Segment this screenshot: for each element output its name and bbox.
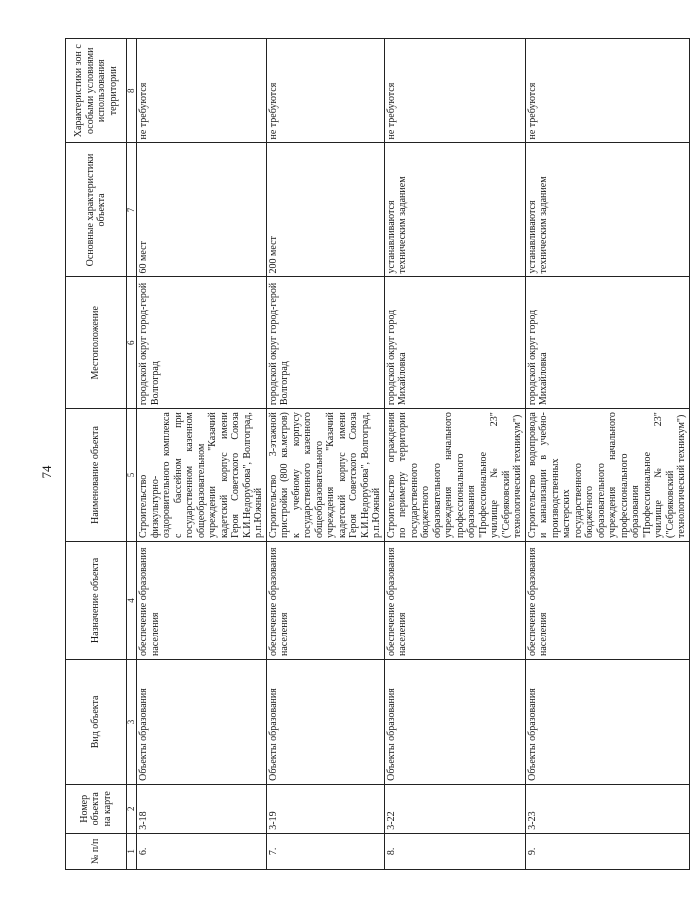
zone-characteristics: не требуются [137, 39, 267, 143]
object-characteristics: устанавливаются техническим заданием [384, 143, 525, 277]
column-number: 5 [127, 409, 137, 542]
object-map-code: 3-23 [525, 784, 689, 833]
column-header: Местоположение [66, 277, 127, 409]
column-header: Основные характеристики объекта [66, 143, 127, 277]
object-type: Объекты образования [137, 660, 267, 785]
table-row [384, 39, 525, 870]
object-purpose: обеспечение образования населения [266, 541, 384, 659]
object-name: Строительство 3-этажной пристройки (800 кв.метров) к учебному корпусу государственного казенного общеобразовательного учреждения "Казачий кадетский корпус имени Героя Советского Союза К.И.Недорубова", Волгоград, р.п.Южный [266, 409, 384, 542]
table-row [137, 39, 267, 870]
row-number: 7. [266, 833, 384, 869]
row-number: 6. [137, 833, 267, 869]
object-map-code: 3-18 [137, 784, 267, 833]
object-type: Объекты образования [384, 660, 525, 785]
table-header-row [66, 39, 127, 870]
column-header: Номер объекта на карте [66, 784, 127, 833]
column-number: 2 [127, 784, 137, 833]
object-characteristics: 60 мест [137, 143, 267, 277]
object-purpose: обеспечение образования населения [137, 541, 267, 659]
column-header: № п/п [66, 833, 127, 869]
zone-characteristics: не требуются [384, 39, 525, 143]
zone-characteristics: не требуются [525, 39, 689, 143]
column-number: 8 [127, 39, 137, 143]
column-number: 7 [127, 143, 137, 277]
object-type: Объекты образования [525, 660, 689, 785]
column-header: Наименование объекта [66, 409, 127, 542]
table-row [525, 39, 689, 870]
object-location: городской округ город Михайловка [384, 277, 525, 409]
object-location: городской округ город Михайловка [525, 277, 689, 409]
object-characteristics: устанавливаются техническим заданием [525, 143, 689, 277]
column-header: Вид объекта [66, 660, 127, 785]
table-row [266, 39, 384, 870]
rotated-document-sheet [65, 38, 687, 870]
object-purpose: обеспечение образования населения [384, 541, 525, 659]
zone-characteristics: не требуются [266, 39, 384, 143]
object-characteristics: 200 мест [266, 143, 384, 277]
objects-table [65, 38, 690, 870]
column-number: 1 [127, 833, 137, 869]
object-map-code: 3-19 [266, 784, 384, 833]
row-number: 8. [384, 833, 525, 869]
column-number-row [127, 39, 137, 870]
object-name: Строительство водопровода и канализации в учебно-производственных мастерских государственного бюджетного образовательного учреждения начального профессионального образования "Профессиональное училище № 23" ("Себряковский технологический техникум") [525, 409, 689, 542]
column-header: Характеристики зон с особыми условиями использования территории [66, 39, 127, 143]
column-number: 6 [127, 277, 137, 409]
column-number: 3 [127, 660, 137, 785]
object-purpose: обеспечение образования населения [525, 541, 689, 659]
object-type: Объекты образования [266, 660, 384, 785]
column-header: Назначение объекта [66, 541, 127, 659]
object-name: Строительство физкультурно-оздоровительного комплекса с бассейном при государственном казенном общеобразовательном учреждении "Казачий кадетский корпус имени Героя Советского Союза К.И.Недорубова", Волгоград, р.п.Южный [137, 409, 267, 542]
object-map-code: 3-22 [384, 784, 525, 833]
row-number: 9. [525, 833, 689, 869]
object-name: Строительство ограждения по периметру территории государственного бюджетного образовательного учреждения начального профессионального образования "Профессиональное училище № 23" ("Себряковский технологический техникум") [384, 409, 525, 542]
object-location: городской округ город-герой Волгоград [137, 277, 267, 409]
object-location: городской округ город-герой Волгоград [266, 277, 384, 409]
column-number: 4 [127, 541, 137, 659]
page-number: 74 [39, 465, 54, 479]
